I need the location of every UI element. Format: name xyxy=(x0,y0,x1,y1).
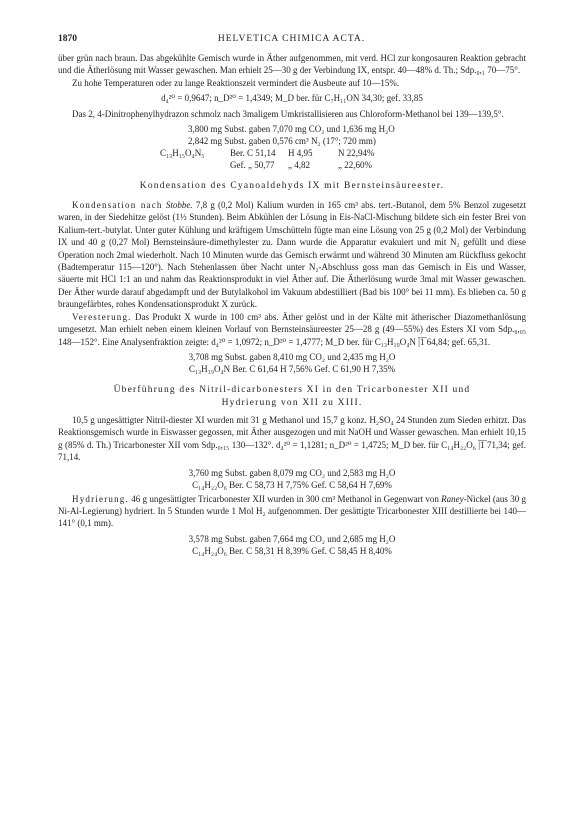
paragraph: Das 2, 4-Dinitrophenylhydrazon schmolz nach 3maligem Umkristallisieren aus Chloroform-Methanol bei 139—139,5°. xyxy=(72,108,504,119)
heading-line: Überführung des Nitril-dicarbonesters XI in den Tricarbonester XII und xyxy=(113,384,471,395)
ber-n: N 22,94% xyxy=(338,148,375,159)
analysis-line: C₁₄H₂₄O₆ Ber. C 58,31 H 8,39% Gef. C 58,45 H 8,40% xyxy=(192,545,392,556)
run-in-heading: Kondensation nach xyxy=(72,200,163,211)
gef-c: Gef. „ 50,77 xyxy=(230,160,275,171)
paragraph: Hydrierung. 46 g ungesättigter Tricarbonester XII wurden in 300 cm³ Methanol in Gegenwart von Raney-Nickel (aus 30 g Ni-Al-Legierung) hydriert. In 5 Stunden wurde 1 Mol H₂ aufgenommen. Der gesättigte Tricarbonester XIII destillierte bei 140—141° (0,1 mm). xyxy=(58,493,527,529)
ber-h: H 4,95 xyxy=(288,148,313,159)
paragraph: über grün nach braun. Das abgekühlte Gemisch wurde in Äther aufgenommen, mit verd. HCl zur kongosauren Reaktion gebracht und die Ätherlösung mit Wasser gewaschen. Man erhielt 25—30 g der Verbindung IX, entspr. 40—48% d. Th.; Sdp.₀,₁ 70—75°. xyxy=(58,53,526,76)
run-in-heading: Veresterung. xyxy=(72,311,132,322)
page-number: 1870 xyxy=(58,34,77,44)
analysis-line: C₁₄H₂₂O₆ Ber. C 58,73 H 7,75% Gef. C 58,64 H 7,69% xyxy=(192,479,392,490)
section-heading: Kondensation des Cyanoaldehyds IX mit Bernsteinsäureester. xyxy=(139,181,445,192)
page-header xyxy=(58,34,526,44)
author-name: Stobbe. xyxy=(165,200,193,211)
heading-line: Hydrierung von XII zu XIII. xyxy=(221,397,363,408)
physical-constants: d₄²⁰ = 0,9647; n_D²⁰ = 1,4349; M_D ber. für C₇H₁₁ON 34,30; gef. 33,85 xyxy=(161,93,423,104)
analysis-line: 3,708 mg Subst. gaben 8,410 mg CO₂ und 2,435 mg H₂O xyxy=(188,351,396,362)
analysis-line: 3,578 mg Subst. gaben 7,664 mg CO₂ und 2,685 mg H₂O xyxy=(188,533,396,544)
ber-c: Ber. C 51,14 xyxy=(230,148,276,159)
page xyxy=(58,34,526,557)
analysis-line: C₁₃H₁₉O₄N Ber. C 61,64 H 7,56% Gef. C 61,90 H 7,35% xyxy=(188,363,396,374)
section-heading xyxy=(58,384,526,410)
raney-name: Raney xyxy=(441,493,464,504)
analysis-line: 3,760 mg Subst. gaben 8,079 mg CO₂ und 2,583 mg H₂O xyxy=(188,467,396,478)
gef-n: „ 22,60% xyxy=(338,160,372,171)
paragraph-text: Das Produkt X wurde in 100 cm³ abs. Äther gelöst und in der Kälte mit ätherischer Diazomethanlösung umgesetzt. Man erhielt neben einem kleinen Vorlauf von Bernsteinsäureester 25—28 g (49—55%) des Esters XI vom Sdp.₀,₀₅ 148—152°. Eine Analysenfraktion zeigte: d₄²⁰ = 1,0972; n_D²⁰ = 1,4777; M_D ber. für C₁₃H₁₉O₄N |̅1̅ 64,84; gef. 65,31. xyxy=(58,311,526,347)
paragraph xyxy=(58,311,526,348)
run-in-heading: Hydrierung. xyxy=(72,493,129,504)
gef-h: „ 4,82 xyxy=(288,160,310,171)
analysis-line: 3,800 mg Subst. gaben 7,070 mg CO₂ und 1,636 mg H₂O xyxy=(188,124,395,135)
paragraph: 10,5 g ungesättigter Nitril-diester XI wurden mit 31 g Methanol und 15,7 g konz. H₂SO₄ 24 Stunden zum Sieden erhitzt. Das Reaktionsgemisch wurde in Eiswasser gegossen, mit Äther ausgezogen und mit NaOH und Wasser gewaschen. Man erhielt 10,15 g (85% d. Th.) Tricarbonester XII vom Sdp.₀,₁₅ 130—132°. d₄²⁰ = 1,1281; n_D²⁰ = 1,4725; M_D ber. für C₁₄H₂₂O₆ |̅1̅ 71,34; gef. 71,14. xyxy=(58,414,526,463)
formula: C₁₃H₁₅O₄N₅ xyxy=(160,148,205,159)
journal-title: HELVETICA CHIMICA ACTA. xyxy=(217,34,366,44)
paragraph-text: 7,8 g (0,2 Mol) Kalium wurden in 165 cm³ abs. tert.-Butanol, dem 5% Benzol zugesetzt waren, in der Siedehitze gelöst (1½ Stunden). Beim Abkühlen der Lösung in Eis-NaCl-Mischung bildete sich ein fester Brei von Kalium-tert.-butylat. Unter guter Kühlung und kräftigem Umschütteln fügte man eine Lösung von 25 g (0,2 Mol) der Verbindung IX und 40 g (0,27 Mol) Bernsteinsäure-dimethylester zu. Dann wurde die Apparatur evakuiert und mit N₂ gefüllt und diese Operation noch 2mal wiederholt. Nach 10 Minuten wurde das Gemisch erwärmt und während 30 Minuten am Rückfluss gekocht (Badtemperatur 115—120°). Nach Stehenlassen über Nacht unter N₂-Abschluss goss man das Gemisch in Eis und Wasser, säuerte mit HCl 1:1 an und nahm das Reaktionsprodukt in viel Äther auf. Die Ätherlösung wurde 3mal mit Wasser gewaschen. Der Äther wurde darauf abgedampft und der Butylalkohol im Vakuum abdestilliert (Bad bis 100° bei 11 mm). Es blieben ca. 50 g braungefärbtes, rohes Kondensationsprodukt X zurück. xyxy=(58,200,526,310)
analysis-line: 2,842 mg Subst. gaben 0,576 cm³ N₂ (17°; 720 mm) xyxy=(188,136,376,147)
paragraph xyxy=(58,199,526,311)
analysis-table xyxy=(160,147,526,171)
paragraph: Zu hohe Temperaturen oder zu lange Reaktionszeit vermindert die Ausbeute auf 10—15%. xyxy=(72,77,400,88)
